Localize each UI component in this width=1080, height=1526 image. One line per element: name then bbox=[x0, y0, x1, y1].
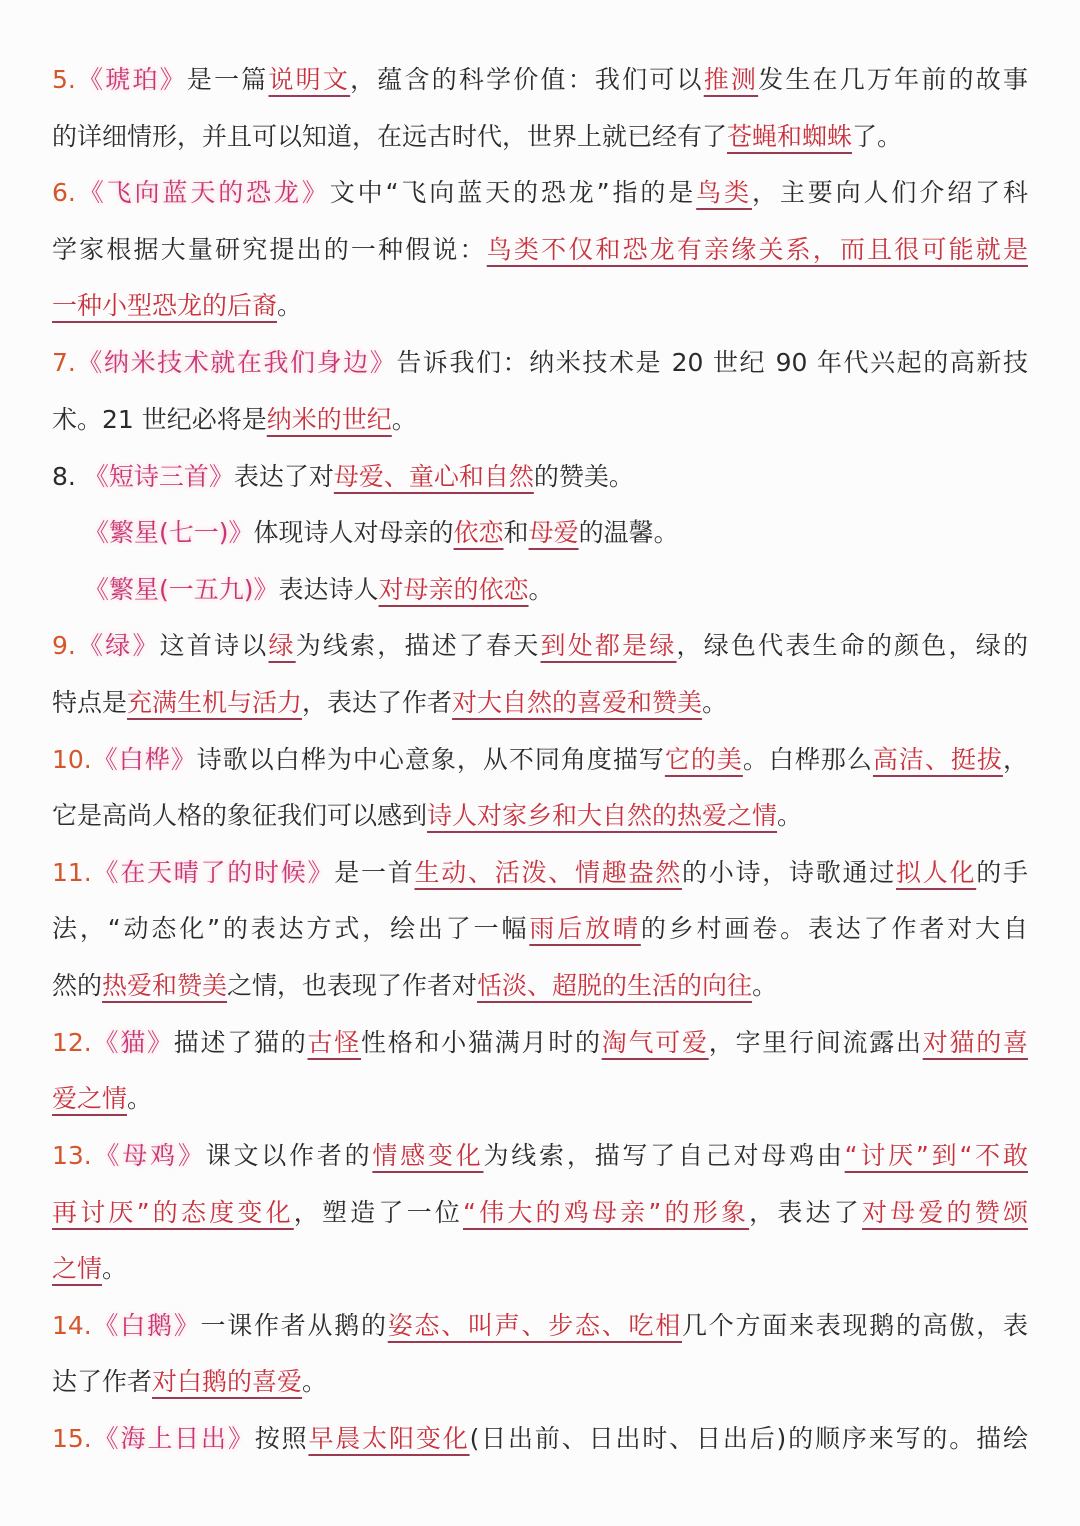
text-plain: 。 bbox=[752, 971, 778, 1000]
note-line bbox=[52, 119, 1028, 155]
text-plain: ，绿色代表生命的颜色，绿的 bbox=[676, 631, 1028, 660]
text-plain: 了。 bbox=[852, 122, 903, 151]
text-title: 《海上日出》 bbox=[91, 1424, 255, 1453]
item-number: 5. bbox=[52, 65, 76, 94]
item-number: 7. bbox=[52, 348, 76, 377]
item-number: 11. bbox=[52, 858, 92, 887]
text-plain: 。 bbox=[702, 688, 728, 717]
item-number: 12. bbox=[52, 1028, 92, 1057]
text-title: 《白桦》 bbox=[91, 745, 197, 774]
text-title: 《琥珀》 bbox=[75, 65, 187, 94]
key-phrase: 高洁、挺拔 bbox=[872, 745, 1003, 774]
text-plain: 是一首 bbox=[334, 858, 415, 887]
key-phrase: 热爱和赞美 bbox=[102, 971, 228, 1000]
text-plain: 学家根据大量研究提出的一种假说： bbox=[52, 235, 487, 264]
note-line bbox=[52, 175, 1028, 211]
key-phrase: 依恋 bbox=[453, 518, 504, 547]
text-plain: 。 bbox=[777, 801, 803, 830]
text-title: 《繁星(七一)》 bbox=[84, 518, 254, 547]
text-plain: ， bbox=[1002, 745, 1028, 774]
text-plain: 的手 bbox=[976, 858, 1028, 887]
key-phrase: 鸟类不仅和恐龙有亲缘关系，而且很可能就是 bbox=[486, 235, 1028, 264]
key-phrase: 对白鹅的喜爱 bbox=[152, 1367, 303, 1396]
key-phrase: 再讨厌”的态度变化 bbox=[52, 1198, 294, 1227]
text-plain: 体现诗人对母亲的 bbox=[253, 518, 454, 547]
text-plain: 的详细情形，并且可以知道，在远古时代，世界上就已经有了 bbox=[52, 122, 728, 151]
text-plain: 的温馨。 bbox=[578, 518, 679, 547]
key-phrase: 母爱、童心和自然 bbox=[333, 462, 534, 491]
text-plain: 为线索，描述了春天 bbox=[295, 631, 541, 660]
text-title: 《猫》 bbox=[91, 1028, 174, 1057]
key-phrase: 苍蝇和蜘蛛 bbox=[727, 122, 853, 151]
text-plain: 性格和小猫满月时的 bbox=[361, 1028, 602, 1057]
key-phrase: 诗人对家乡和大自然的热爱之情 bbox=[427, 801, 778, 830]
text-plain: ，表达了 bbox=[749, 1198, 862, 1227]
key-phrase: 它的美 bbox=[664, 745, 743, 774]
key-phrase: 到处都是绿 bbox=[540, 631, 677, 660]
text-plain: 的乡村画卷。表达了作者对大自 bbox=[640, 914, 1028, 943]
text-title: 《纳米技术就在我们身边》 bbox=[75, 348, 397, 377]
text-plain: 是一篇 bbox=[186, 65, 269, 94]
key-phrase: 淘气可爱 bbox=[601, 1028, 709, 1057]
key-phrase: 对猫的喜 bbox=[922, 1028, 1028, 1057]
text-plain: 表达诗人 bbox=[278, 575, 379, 604]
note-line bbox=[52, 1138, 1028, 1174]
key-phrase: “伟大的鸡母亲”的形象 bbox=[463, 1198, 750, 1227]
text-plain: ，主要向人们介绍了科 bbox=[751, 178, 1028, 207]
note-line bbox=[52, 968, 1028, 1004]
text-plain: 发生在几万年前的故事 bbox=[758, 65, 1028, 94]
item-number: 10. bbox=[52, 745, 92, 774]
text-plain: 。 bbox=[528, 575, 554, 604]
item-number: 6. bbox=[52, 178, 76, 207]
key-phrase: 充满生机与活力 bbox=[127, 688, 303, 717]
text-plain: 告诉我们：纳米技术是 20 世纪 90 年代兴起的高新技 bbox=[396, 348, 1028, 377]
text-plain: 课文以作者的 bbox=[205, 1141, 373, 1170]
key-phrase: 早晨太阳变化 bbox=[308, 1424, 470, 1453]
key-phrase: 拟人化 bbox=[895, 858, 977, 887]
note-line bbox=[52, 1195, 1028, 1231]
key-phrase: 生动、活泼、情趣盎然 bbox=[414, 858, 682, 887]
key-phrase: 雨后放晴 bbox=[529, 914, 641, 943]
key-phrase: 古怪 bbox=[307, 1028, 361, 1057]
text-title: 《绿》 bbox=[75, 631, 160, 660]
key-phrase: 对大自然的喜爱和赞美 bbox=[452, 688, 703, 717]
item-number: 9. bbox=[52, 631, 76, 660]
note-line bbox=[52, 62, 1028, 98]
key-phrase: 纳米的世纪 bbox=[266, 405, 392, 434]
text-title: 《繁星(一五九)》 bbox=[84, 575, 279, 604]
text-plain: 。 bbox=[102, 1254, 128, 1283]
note-line bbox=[52, 1081, 1028, 1117]
note-line bbox=[52, 1251, 1028, 1287]
text-plain: ，塑造了一位 bbox=[293, 1198, 463, 1227]
key-phrase: 绿 bbox=[268, 631, 296, 660]
text-plain: 。 bbox=[302, 1367, 328, 1396]
key-phrase: 推测 bbox=[703, 65, 759, 94]
note-line bbox=[52, 1025, 1028, 1061]
key-phrase: “讨厌”到“不敢 bbox=[844, 1141, 1028, 1170]
key-phrase: 之情 bbox=[52, 1254, 103, 1283]
text-plain: 的赞美。 bbox=[533, 462, 634, 491]
text-title: 《在天晴了的时候》 bbox=[91, 858, 335, 887]
text-title: 《短诗三首》 bbox=[83, 462, 234, 491]
note-line bbox=[52, 798, 1028, 834]
key-phrase: 对母亲的依恋 bbox=[378, 575, 529, 604]
note-line bbox=[84, 515, 1028, 551]
note-line bbox=[52, 402, 1028, 438]
note-line bbox=[52, 1421, 1028, 1457]
item-number: 14. bbox=[52, 1311, 92, 1340]
note-line bbox=[52, 232, 1028, 268]
note-line bbox=[52, 1364, 1028, 1400]
text-plain: 。 bbox=[277, 291, 303, 320]
item-number: 13. bbox=[52, 1141, 92, 1170]
text-plain: 。白桦那么 bbox=[742, 745, 873, 774]
text-plain: 表达了对 bbox=[233, 462, 334, 491]
note-line bbox=[52, 1308, 1028, 1344]
text-plain: 几个方面来表现鹅的高傲，表 bbox=[682, 1311, 1028, 1340]
text-plain: ，表达了作者 bbox=[302, 688, 453, 717]
note-line bbox=[52, 855, 1028, 891]
item-number: 8. bbox=[52, 462, 84, 491]
text-plain: 特点是 bbox=[52, 688, 128, 717]
text-plain: 这首诗以 bbox=[159, 631, 269, 660]
key-phrase: 母爱 bbox=[528, 518, 579, 547]
note-line bbox=[52, 628, 1028, 664]
text-plain: 法，“动态化”的表达方式，绘出了一幅 bbox=[52, 914, 530, 943]
text-plain: 和 bbox=[503, 518, 529, 547]
text-plain: 。 bbox=[127, 1084, 153, 1113]
note-line bbox=[52, 288, 1028, 324]
item-number: 15. bbox=[52, 1424, 92, 1453]
text-plain: ，蕴含的科学价值：我们可以 bbox=[350, 65, 704, 94]
text-plain: 为线索，描写了自己对母鸡由 bbox=[483, 1141, 845, 1170]
note-line bbox=[52, 685, 1028, 721]
text-plain: 文中“飞向蓝天的恐龙”指的是 bbox=[329, 178, 697, 207]
text-plain: 。 bbox=[391, 405, 417, 434]
text-title: 《飞向蓝天的恐龙》 bbox=[75, 178, 330, 207]
key-phrase: 对母爱的赞颂 bbox=[861, 1198, 1028, 1227]
text-title: 《白鹅》 bbox=[91, 1311, 201, 1340]
text-plain: 之情，也表现了作者对 bbox=[227, 971, 478, 1000]
key-phrase: 情感变化 bbox=[372, 1141, 484, 1170]
key-phrase: 说明文 bbox=[268, 65, 351, 94]
key-phrase: 姿态、叫声、步态、吃相 bbox=[387, 1311, 682, 1340]
text-plain: 然的 bbox=[52, 971, 103, 1000]
key-phrase: 恬淡、超脱的生活的向往 bbox=[477, 971, 753, 1000]
text-plain: (日出前、日出时、日出后)的顺序来写的。描绘 bbox=[469, 1424, 1028, 1453]
text-plain: 描述了猫的 bbox=[173, 1028, 308, 1057]
note-line bbox=[52, 459, 1028, 495]
text-plain: 术。21 世纪必将是 bbox=[52, 405, 267, 434]
text-plain: 按照 bbox=[254, 1424, 309, 1453]
text-plain: 它是高尚人格的象征我们可以感到 bbox=[52, 801, 428, 830]
note-line bbox=[52, 911, 1028, 947]
text-plain: 的小诗，诗歌通过 bbox=[681, 858, 896, 887]
text-plain: 一课作者从鹅的 bbox=[200, 1311, 388, 1340]
text-title: 《母鸡》 bbox=[91, 1141, 206, 1170]
text-plain: 诗歌以白桦为中心意象，从不同角度描写 bbox=[196, 745, 665, 774]
note-line bbox=[52, 742, 1028, 778]
text-plain: 达了作者 bbox=[52, 1367, 153, 1396]
key-phrase: 鸟类 bbox=[696, 178, 752, 207]
text-plain: ，字里行间流露出 bbox=[708, 1028, 923, 1057]
key-phrase: 爱之情 bbox=[52, 1084, 128, 1113]
key-phrase: 一种小型恐龙的后裔 bbox=[52, 291, 278, 320]
note-line bbox=[52, 345, 1028, 381]
note-line bbox=[84, 572, 1028, 608]
